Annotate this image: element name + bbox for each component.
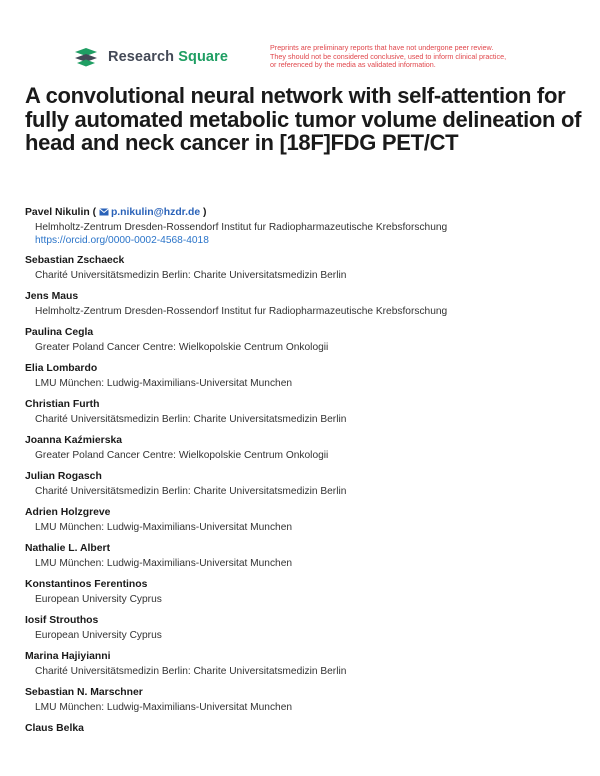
author-entry [25, 578, 585, 614]
author-orcid-link[interactable]: https://orcid.org/0000-0002-4568-4018 [35, 235, 209, 246]
author-affiliation: Helmholtz-Zentrum Dresden-Rossendorf Institut fur Radiopharmazeutische Krebsforschung [35, 222, 448, 233]
author-affiliation: LMU München: Ludwig-Maximilians-Universitat Munchen [35, 378, 293, 389]
author-entry [25, 206, 585, 254]
page-header [0, 0, 600, 80]
author-name: Nathalie L. Albert [25, 543, 111, 554]
author-name: Adrien Holzgreve [25, 507, 111, 518]
author-affiliation: Greater Poland Cancer Centre: Wielkopolskie Centrum Onkologii [35, 342, 329, 353]
author-entry [25, 686, 585, 722]
author-entry [25, 434, 585, 470]
logo-wordmark [108, 49, 228, 65]
author-entry [25, 722, 585, 737]
author-name: Pavel Nikulin [25, 207, 90, 218]
author-affiliation: Charité Universitätsmedizin Berlin: Charite Universitatsmedizin Berlin [35, 270, 347, 281]
author-list [25, 206, 585, 737]
author-affiliation: Helmholtz-Zentrum Dresden-Rossendorf Institut fur Radiopharmazeutische Krebsforschung [35, 306, 448, 317]
author-affiliation: LMU München: Ludwig-Maximilians-Universitat Munchen [35, 702, 293, 713]
author-affiliation: Charité Universitätsmedizin Berlin: Charite Universitatsmedizin Berlin [35, 414, 347, 425]
disclaimer-line: They should not be considered conclusive, used to inform clinical practice, [270, 51, 507, 61]
author-name: Sebastian N. Marschner [25, 687, 143, 698]
author-entry [25, 326, 585, 362]
preprint-disclaimer [270, 44, 570, 70]
email-close-paren: ) [200, 207, 207, 218]
author-entry [25, 542, 585, 578]
author-email-link[interactable]: p.nikulin@hzdr.de [110, 207, 201, 218]
author-affiliation: LMU München: Ludwig-Maximilians-Universitat Munchen [35, 522, 293, 533]
disclaimer-line: or referenced by the media as validated information. [270, 60, 436, 70]
author-entry [25, 290, 585, 326]
logo-word-square: Square [178, 49, 228, 65]
author-name: Christian Furth [25, 399, 100, 410]
research-square-logo[interactable] [74, 47, 228, 67]
author-name: Julian Rogasch [25, 471, 102, 482]
author-affiliation: LMU München: Ludwig-Maximilians-Universitat Munchen [35, 558, 293, 569]
logo-word-research: Research [108, 49, 175, 65]
author-entry [25, 254, 585, 290]
author-entry [25, 362, 585, 398]
author-entry [25, 614, 585, 650]
author-affiliation: Charité Universitätsmedizin Berlin: Charite Universitatsmedizin Berlin [35, 486, 347, 497]
envelope-icon [99, 208, 109, 216]
author-entry [25, 398, 585, 434]
author-name: Elia Lombardo [25, 363, 98, 374]
author-name: Claus Belka [25, 723, 84, 734]
author-name: Marina Hajiyianni [25, 651, 111, 662]
author-name: Konstantinos Ferentinos [25, 579, 148, 590]
author-affiliation: European University Cyprus [35, 594, 162, 605]
author-name: Iosif Strouthos [25, 615, 99, 626]
author-affiliation: European University Cyprus [35, 630, 162, 641]
author-name: Joanna Kaźmierska [25, 435, 123, 446]
author-entry [25, 506, 585, 542]
author-entry [25, 470, 585, 506]
disclaimer-line: Preprints are preliminary reports that have not undergone peer review. [270, 43, 494, 52]
author-entry [25, 650, 585, 686]
author-name: Sebastian Zschaeck [25, 255, 125, 266]
email-open-paren: ( [89, 207, 97, 218]
author-name: Jens Maus [25, 291, 79, 302]
paper-title: A convolutional neural network with self-attention for fully automated metabolic tumor volume delineation of head and neck cancer in [18F]FDG PET/CT [25, 83, 582, 155]
author-affiliation: Greater Poland Cancer Centre: Wielkopolskie Centrum Onkologii [35, 450, 329, 461]
research-square-logo-icon [74, 47, 100, 67]
author-affiliation: Charité Universitätsmedizin Berlin: Charite Universitatsmedizin Berlin [35, 666, 347, 677]
author-name: Paulina Cegla [25, 327, 94, 338]
